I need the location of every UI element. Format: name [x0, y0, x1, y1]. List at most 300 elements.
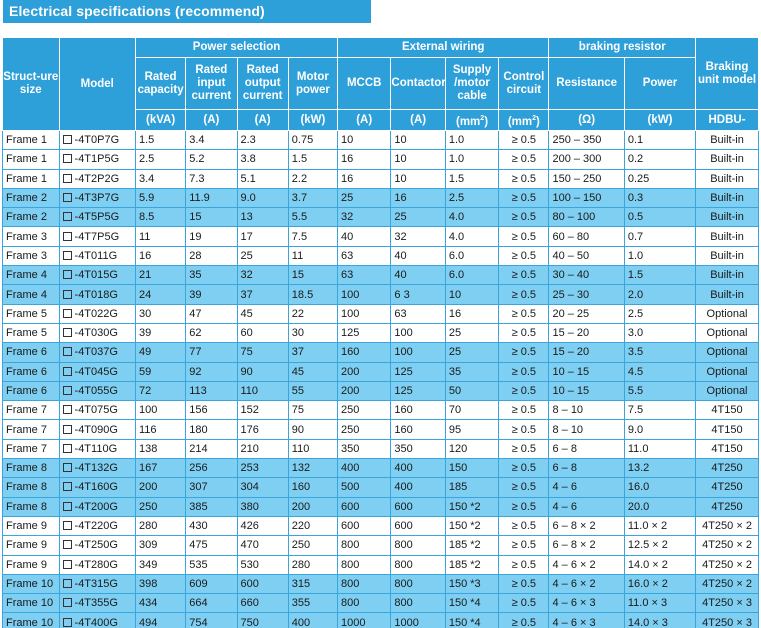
- cell-supply-cable: 4.0: [445, 208, 498, 227]
- cell-power: 11.0 × 2: [624, 516, 695, 535]
- checkbox-icon: [63, 290, 72, 299]
- checkbox-icon: [63, 270, 72, 279]
- cell-rated-output-current: 380: [237, 497, 288, 516]
- cell-resistance: 10 – 15: [549, 381, 624, 400]
- cell-motor-power: 200: [288, 497, 337, 516]
- checkbox-icon: [63, 444, 72, 453]
- cell-control-circuit: ≥ 0.5: [499, 188, 549, 207]
- cell-rated-output-current: 5.1: [237, 169, 288, 188]
- checkbox-icon: [63, 386, 72, 395]
- cell-motor-power: 11: [288, 246, 337, 265]
- cell-frame: Frame 4: [3, 266, 60, 285]
- cell-resistance: 15 – 20: [549, 323, 624, 342]
- checkbox-icon: [63, 367, 72, 376]
- cell-power: 0.7: [624, 227, 695, 246]
- cell-rated-capacity: 16: [135, 246, 185, 265]
- cell-control-circuit: ≥ 0.5: [499, 613, 549, 628]
- cell-resistance: 6 – 8: [549, 439, 624, 458]
- table-row: [3, 227, 759, 246]
- checkbox-icon: [63, 193, 72, 202]
- model-code: -4T220G: [74, 520, 118, 533]
- cell-resistance: 250 – 350: [549, 131, 624, 150]
- cell-resistance: 4 – 6 × 3: [549, 594, 624, 613]
- cell-power: 0.1: [624, 131, 695, 150]
- model-code: -4T3P7G: [74, 192, 120, 205]
- cell-supply-cable: 4.0: [445, 227, 498, 246]
- cell-rated-input-current: 77: [186, 343, 237, 362]
- cell-frame: Frame 5: [3, 323, 60, 342]
- checkbox-icon: [63, 482, 72, 491]
- cell-rated-output-current: 75: [237, 343, 288, 362]
- cell-braking-unit: Built-in: [696, 188, 759, 207]
- cell-mccb: 100: [338, 304, 391, 323]
- cell-rated-input-current: 113: [186, 381, 237, 400]
- cell-control-circuit: ≥ 0.5: [499, 150, 549, 169]
- model-code: -4T132G: [74, 462, 118, 475]
- cell-motor-power: 22: [288, 304, 337, 323]
- cell-frame: Frame 9: [3, 555, 60, 574]
- cell-rated-output-current: 176: [237, 420, 288, 439]
- cell-rated-output-current: 13: [237, 208, 288, 227]
- cell-rated-output-current: 530: [237, 555, 288, 574]
- model-code: -4T400G: [74, 616, 118, 628]
- cell-frame: Frame 1: [3, 150, 60, 169]
- cell-control-circuit: ≥ 0.5: [499, 323, 549, 342]
- cell-model: [59, 208, 135, 227]
- table-row: [3, 516, 759, 535]
- cell-rated-output-current: 750: [237, 613, 288, 628]
- cell-rated-input-current: 256: [186, 459, 237, 478]
- col-power: Power: [624, 58, 695, 110]
- model-code: -4T075G: [74, 404, 118, 417]
- cell-power: 0.3: [624, 188, 695, 207]
- cell-supply-cable: 150 *4: [445, 613, 498, 628]
- cell-motor-power: 5.5: [288, 208, 337, 227]
- cell-rated-capacity: 1.5: [135, 131, 185, 150]
- cell-rated-capacity: 349: [135, 555, 185, 574]
- col-control-circuit: Control circuit: [499, 58, 549, 110]
- cell-rated-input-current: 609: [186, 574, 237, 593]
- cell-supply-cable: 16: [445, 304, 498, 323]
- cell-rated-input-current: 7.3: [186, 169, 237, 188]
- checkbox-icon: [63, 425, 72, 434]
- electrical-spec-table: [2, 37, 759, 628]
- model-code: -4T0P7G: [74, 134, 120, 147]
- cell-mccb: 16: [338, 150, 391, 169]
- cell-frame: Frame 7: [3, 439, 60, 458]
- table-row: [3, 478, 759, 497]
- cell-supply-cable: 10: [445, 285, 498, 304]
- cell-model: [59, 497, 135, 516]
- cell-rated-output-current: 3.8: [237, 150, 288, 169]
- col-rated-capacity: Rated capacity: [135, 58, 185, 110]
- cell-supply-cable: 185 *2: [445, 555, 498, 574]
- cell-resistance: 4 – 6: [549, 497, 624, 516]
- cell-rated-output-current: 32: [237, 266, 288, 285]
- cell-motor-power: 160: [288, 478, 337, 497]
- cell-resistance: 6 – 8 × 2: [549, 536, 624, 555]
- cell-motor-power: 280: [288, 555, 337, 574]
- cell-power: 0.2: [624, 150, 695, 169]
- cell-rated-output-current: 17: [237, 227, 288, 246]
- col-rated-input-current: Rated input current: [186, 58, 237, 110]
- model-code: -4T045G: [74, 365, 118, 378]
- cell-model: [59, 304, 135, 323]
- unit-mccb: (A): [338, 110, 391, 131]
- cell-rated-output-current: 2.3: [237, 131, 288, 150]
- cell-rated-output-current: 600: [237, 574, 288, 593]
- cell-contactor: 40: [391, 266, 445, 285]
- cell-rated-capacity: 59: [135, 362, 185, 381]
- cell-rated-input-current: 535: [186, 555, 237, 574]
- cell-rated-capacity: 434: [135, 594, 185, 613]
- table-row: [3, 150, 759, 169]
- cell-braking-unit: Built-in: [696, 227, 759, 246]
- cell-motor-power: 220: [288, 516, 337, 535]
- table-header: [3, 38, 759, 131]
- cell-control-circuit: ≥ 0.5: [499, 266, 549, 285]
- cell-resistance: 25 – 30: [549, 285, 624, 304]
- model-code: -4T2P2G: [74, 172, 120, 185]
- cell-frame: Frame 3: [3, 227, 60, 246]
- cell-frame: Frame 4: [3, 285, 60, 304]
- cell-model: [59, 169, 135, 188]
- cell-mccb: 200: [338, 381, 391, 400]
- table-row: [3, 401, 759, 420]
- cell-motor-power: 3.7: [288, 188, 337, 207]
- cell-braking-unit: 4T250 × 2: [696, 516, 759, 535]
- cell-mccb: 800: [338, 536, 391, 555]
- cell-resistance: 100 – 150: [549, 188, 624, 207]
- cell-model: [59, 323, 135, 342]
- cell-power: 20.0: [624, 497, 695, 516]
- cell-contactor: 800: [391, 574, 445, 593]
- cell-contactor: 100: [391, 323, 445, 342]
- cell-rated-output-current: 37: [237, 285, 288, 304]
- cell-power: 1.5: [624, 266, 695, 285]
- cell-supply-cable: 1.0: [445, 131, 498, 150]
- checkbox-icon: [63, 174, 72, 183]
- cell-contactor: 25: [391, 208, 445, 227]
- table-row: [3, 285, 759, 304]
- cell-model: [59, 381, 135, 400]
- cell-rated-capacity: 398: [135, 574, 185, 593]
- cell-contactor: 160: [391, 420, 445, 439]
- cell-control-circuit: ≥ 0.5: [499, 362, 549, 381]
- cell-power: 11.0 × 3: [624, 594, 695, 613]
- cell-braking-unit: 4T250 × 2: [696, 574, 759, 593]
- cell-power: 16.0: [624, 478, 695, 497]
- cell-mccb: 800: [338, 594, 391, 613]
- cell-power: 3.0: [624, 323, 695, 342]
- cell-resistance: 30 – 40: [549, 266, 624, 285]
- model-code: -4T355G: [74, 597, 118, 610]
- table-row: [3, 574, 759, 593]
- cell-contactor: 1000: [391, 613, 445, 628]
- cell-frame: Frame 7: [3, 420, 60, 439]
- table-row: [3, 208, 759, 227]
- cell-rated-capacity: 100: [135, 401, 185, 420]
- checkbox-icon: [63, 347, 72, 356]
- cell-motor-power: 1.5: [288, 150, 337, 169]
- cell-rated-output-current: 304: [237, 478, 288, 497]
- checkbox-icon: [63, 598, 72, 607]
- cell-mccb: 500: [338, 478, 391, 497]
- cell-power: 12.5 × 2: [624, 536, 695, 555]
- cell-contactor: 400: [391, 459, 445, 478]
- table-row: [3, 613, 759, 628]
- checkbox-icon: [63, 618, 72, 627]
- cell-model: [59, 188, 135, 207]
- table-row: [3, 131, 759, 150]
- checkbox-icon: [63, 232, 72, 241]
- table-row: [3, 420, 759, 439]
- table-body: [3, 131, 759, 628]
- unit-supply-cable: $(mm^2)$: [445, 110, 498, 131]
- cell-frame: Frame 10: [3, 594, 60, 613]
- cell-mccb: 25: [338, 188, 391, 207]
- cell-resistance: 6 – 8: [549, 459, 624, 478]
- cell-frame: Frame 8: [3, 459, 60, 478]
- col-braking-unit-model: Braking unit model: [696, 38, 759, 110]
- cell-contactor: 16: [391, 188, 445, 207]
- cell-control-circuit: ≥ 0.5: [499, 459, 549, 478]
- group-external-wiring: External wiring: [338, 38, 549, 58]
- cell-control-circuit: ≥ 0.5: [499, 343, 549, 362]
- cell-control-circuit: ≥ 0.5: [499, 420, 549, 439]
- checkbox-icon: [63, 251, 72, 260]
- cell-mccb: 250: [338, 401, 391, 420]
- cell-frame: Frame 10: [3, 574, 60, 593]
- cell-frame: Frame 1: [3, 169, 60, 188]
- checkbox-icon: [63, 540, 72, 549]
- cell-supply-cable: 120: [445, 439, 498, 458]
- cell-control-circuit: ≥ 0.5: [499, 246, 549, 265]
- cell-mccb: 600: [338, 516, 391, 535]
- model-code: -4T5P5G: [74, 211, 120, 224]
- cell-model: [59, 266, 135, 285]
- checkbox-icon: [63, 135, 72, 144]
- table-row: [3, 323, 759, 342]
- table-row: [3, 594, 759, 613]
- group-braking-resistor: braking resistor: [549, 38, 696, 58]
- col-motor-power: Motor power: [288, 58, 337, 110]
- cell-model: [59, 439, 135, 458]
- cell-frame: Frame 10: [3, 613, 60, 628]
- cell-resistance: 150 – 250: [549, 169, 624, 188]
- cell-rated-output-current: 426: [237, 516, 288, 535]
- cell-braking-unit: Built-in: [696, 131, 759, 150]
- cell-braking-unit: Optional: [696, 323, 759, 342]
- cell-contactor: 63: [391, 304, 445, 323]
- cell-power: 0.5: [624, 208, 695, 227]
- cell-rated-capacity: 309: [135, 536, 185, 555]
- cell-power: 16.0 × 2: [624, 574, 695, 593]
- cell-rated-output-current: 152: [237, 401, 288, 420]
- cell-resistance: 4 – 6 × 3: [549, 613, 624, 628]
- cell-supply-cable: 2.5: [445, 188, 498, 207]
- cell-motor-power: 250: [288, 536, 337, 555]
- cell-motor-power: 315: [288, 574, 337, 593]
- table-row: [3, 555, 759, 574]
- cell-mccb: 800: [338, 574, 391, 593]
- cell-model: [59, 516, 135, 535]
- cell-braking-unit: Built-in: [696, 266, 759, 285]
- cell-contactor: 160: [391, 401, 445, 420]
- cell-rated-input-current: 664: [186, 594, 237, 613]
- page-title: Electrical specifications (recommend): [3, 0, 371, 23]
- table-row: [3, 169, 759, 188]
- cell-frame: Frame 2: [3, 208, 60, 227]
- model-code: -4T250G: [74, 539, 118, 552]
- cell-braking-unit: Built-in: [696, 285, 759, 304]
- cell-resistance: 8 – 10: [549, 420, 624, 439]
- col-resistance: Resistance: [549, 58, 624, 110]
- cell-contactor: 10: [391, 169, 445, 188]
- cell-rated-capacity: 5.9: [135, 188, 185, 207]
- cell-frame: Frame 2: [3, 188, 60, 207]
- unit-resistance: (Ω): [549, 110, 624, 131]
- cell-control-circuit: ≥ 0.5: [499, 208, 549, 227]
- cell-rated-output-current: 210: [237, 439, 288, 458]
- checkbox-icon: [63, 463, 72, 472]
- cell-power: 2.0: [624, 285, 695, 304]
- table-row: [3, 497, 759, 516]
- cell-power: 2.5: [624, 304, 695, 323]
- cell-rated-input-current: 156: [186, 401, 237, 420]
- cell-model: [59, 574, 135, 593]
- unit-control-circuit: $(mm^2)$: [499, 110, 549, 131]
- unit-power: (kW): [624, 110, 695, 131]
- cell-mccb: 200: [338, 362, 391, 381]
- cell-supply-cable: 25: [445, 323, 498, 342]
- cell-rated-input-current: 39: [186, 285, 237, 304]
- cell-braking-unit: 4T250 × 2: [696, 536, 759, 555]
- cell-frame: Frame 1: [3, 131, 60, 150]
- cell-braking-unit: 4T250 × 2: [696, 555, 759, 574]
- cell-rated-output-current: 90: [237, 362, 288, 381]
- cell-frame: Frame 8: [3, 478, 60, 497]
- cell-motor-power: 2.2: [288, 169, 337, 188]
- cell-contactor: 40: [391, 246, 445, 265]
- unit-braking-unit: HDBU-: [696, 110, 759, 131]
- cell-power: 3.5: [624, 343, 695, 362]
- cell-rated-input-current: 180: [186, 420, 237, 439]
- cell-control-circuit: ≥ 0.5: [499, 227, 549, 246]
- table-row: [3, 459, 759, 478]
- cell-rated-input-current: 3.4: [186, 131, 237, 150]
- col-contactor: Contactor: [391, 58, 445, 110]
- cell-frame: Frame 9: [3, 516, 60, 535]
- col-structure-size: Struct-ure size: [3, 38, 60, 131]
- cell-mccb: 63: [338, 266, 391, 285]
- cell-resistance: 4 – 6 × 2: [549, 574, 624, 593]
- checkbox-icon: [63, 212, 72, 221]
- cell-motor-power: 400: [288, 613, 337, 628]
- cell-contactor: 6 3: [391, 285, 445, 304]
- cell-control-circuit: ≥ 0.5: [499, 304, 549, 323]
- cell-contactor: 600: [391, 516, 445, 535]
- cell-motor-power: 90: [288, 420, 337, 439]
- cell-braking-unit: 4T250 × 3: [696, 613, 759, 628]
- cell-mccb: 160: [338, 343, 391, 362]
- checkbox-icon: [63, 154, 72, 163]
- cell-rated-input-current: 307: [186, 478, 237, 497]
- checkbox-icon: [63, 502, 72, 511]
- cell-contactor: 125: [391, 362, 445, 381]
- model-code: -4T018G: [74, 288, 118, 301]
- cell-model: [59, 478, 135, 497]
- cell-model: [59, 227, 135, 246]
- unit-motor-power: (kW): [288, 110, 337, 131]
- cell-rated-input-current: 19: [186, 227, 237, 246]
- model-code: -4T200G: [74, 500, 118, 513]
- cell-mccb: 250: [338, 420, 391, 439]
- cell-supply-cable: 70: [445, 401, 498, 420]
- cell-rated-input-current: 385: [186, 497, 237, 516]
- col-rated-output-current: Rated output current: [237, 58, 288, 110]
- cell-contactor: 10: [391, 150, 445, 169]
- cell-braking-unit: 4T150: [696, 439, 759, 458]
- cell-model: [59, 613, 135, 628]
- checkbox-icon: [63, 521, 72, 530]
- cell-rated-capacity: 24: [135, 285, 185, 304]
- cell-model: [59, 150, 135, 169]
- cell-rated-capacity: 8.5: [135, 208, 185, 227]
- cell-contactor: 800: [391, 555, 445, 574]
- model-code: -4T055G: [74, 385, 118, 397]
- cell-mccb: 63: [338, 246, 391, 265]
- cell-contactor: 32: [391, 227, 445, 246]
- cell-rated-capacity: 280: [135, 516, 185, 535]
- table-row: [3, 246, 759, 265]
- col-mccb: MCCB: [338, 58, 391, 110]
- table-row: [3, 536, 759, 555]
- cell-rated-input-current: 28: [186, 246, 237, 265]
- cell-braking-unit: Built-in: [696, 246, 759, 265]
- cell-motor-power: 15: [288, 266, 337, 285]
- cell-rated-output-current: 470: [237, 536, 288, 555]
- cell-frame: Frame 6: [3, 343, 60, 362]
- cell-power: 13.2: [624, 459, 695, 478]
- model-code: -4T030G: [74, 327, 118, 340]
- col-model: Model: [59, 38, 135, 131]
- cell-rated-capacity: 39: [135, 323, 185, 342]
- cell-control-circuit: ≥ 0.5: [499, 169, 549, 188]
- checkbox-icon: [63, 560, 72, 569]
- cell-supply-cable: 150: [445, 459, 498, 478]
- cell-control-circuit: ≥ 0.5: [499, 594, 549, 613]
- cell-contactor: 600: [391, 497, 445, 516]
- cell-braking-unit: 4T250: [696, 459, 759, 478]
- cell-motor-power: 110: [288, 439, 337, 458]
- cell-model: [59, 246, 135, 265]
- table-row: [3, 362, 759, 381]
- cell-control-circuit: ≥ 0.5: [499, 478, 549, 497]
- cell-control-circuit: ≥ 0.5: [499, 574, 549, 593]
- cell-control-circuit: ≥ 0.5: [499, 439, 549, 458]
- cell-rated-capacity: 250: [135, 497, 185, 516]
- cell-rated-output-current: 660: [237, 594, 288, 613]
- cell-rated-input-current: 35: [186, 266, 237, 285]
- cell-motor-power: 55: [288, 381, 337, 400]
- cell-resistance: 8 – 10: [549, 401, 624, 420]
- cell-braking-unit: Built-in: [696, 169, 759, 188]
- cell-contactor: 125: [391, 381, 445, 400]
- cell-model: [59, 131, 135, 150]
- cell-rated-output-current: 60: [237, 323, 288, 342]
- cell-model: [59, 459, 135, 478]
